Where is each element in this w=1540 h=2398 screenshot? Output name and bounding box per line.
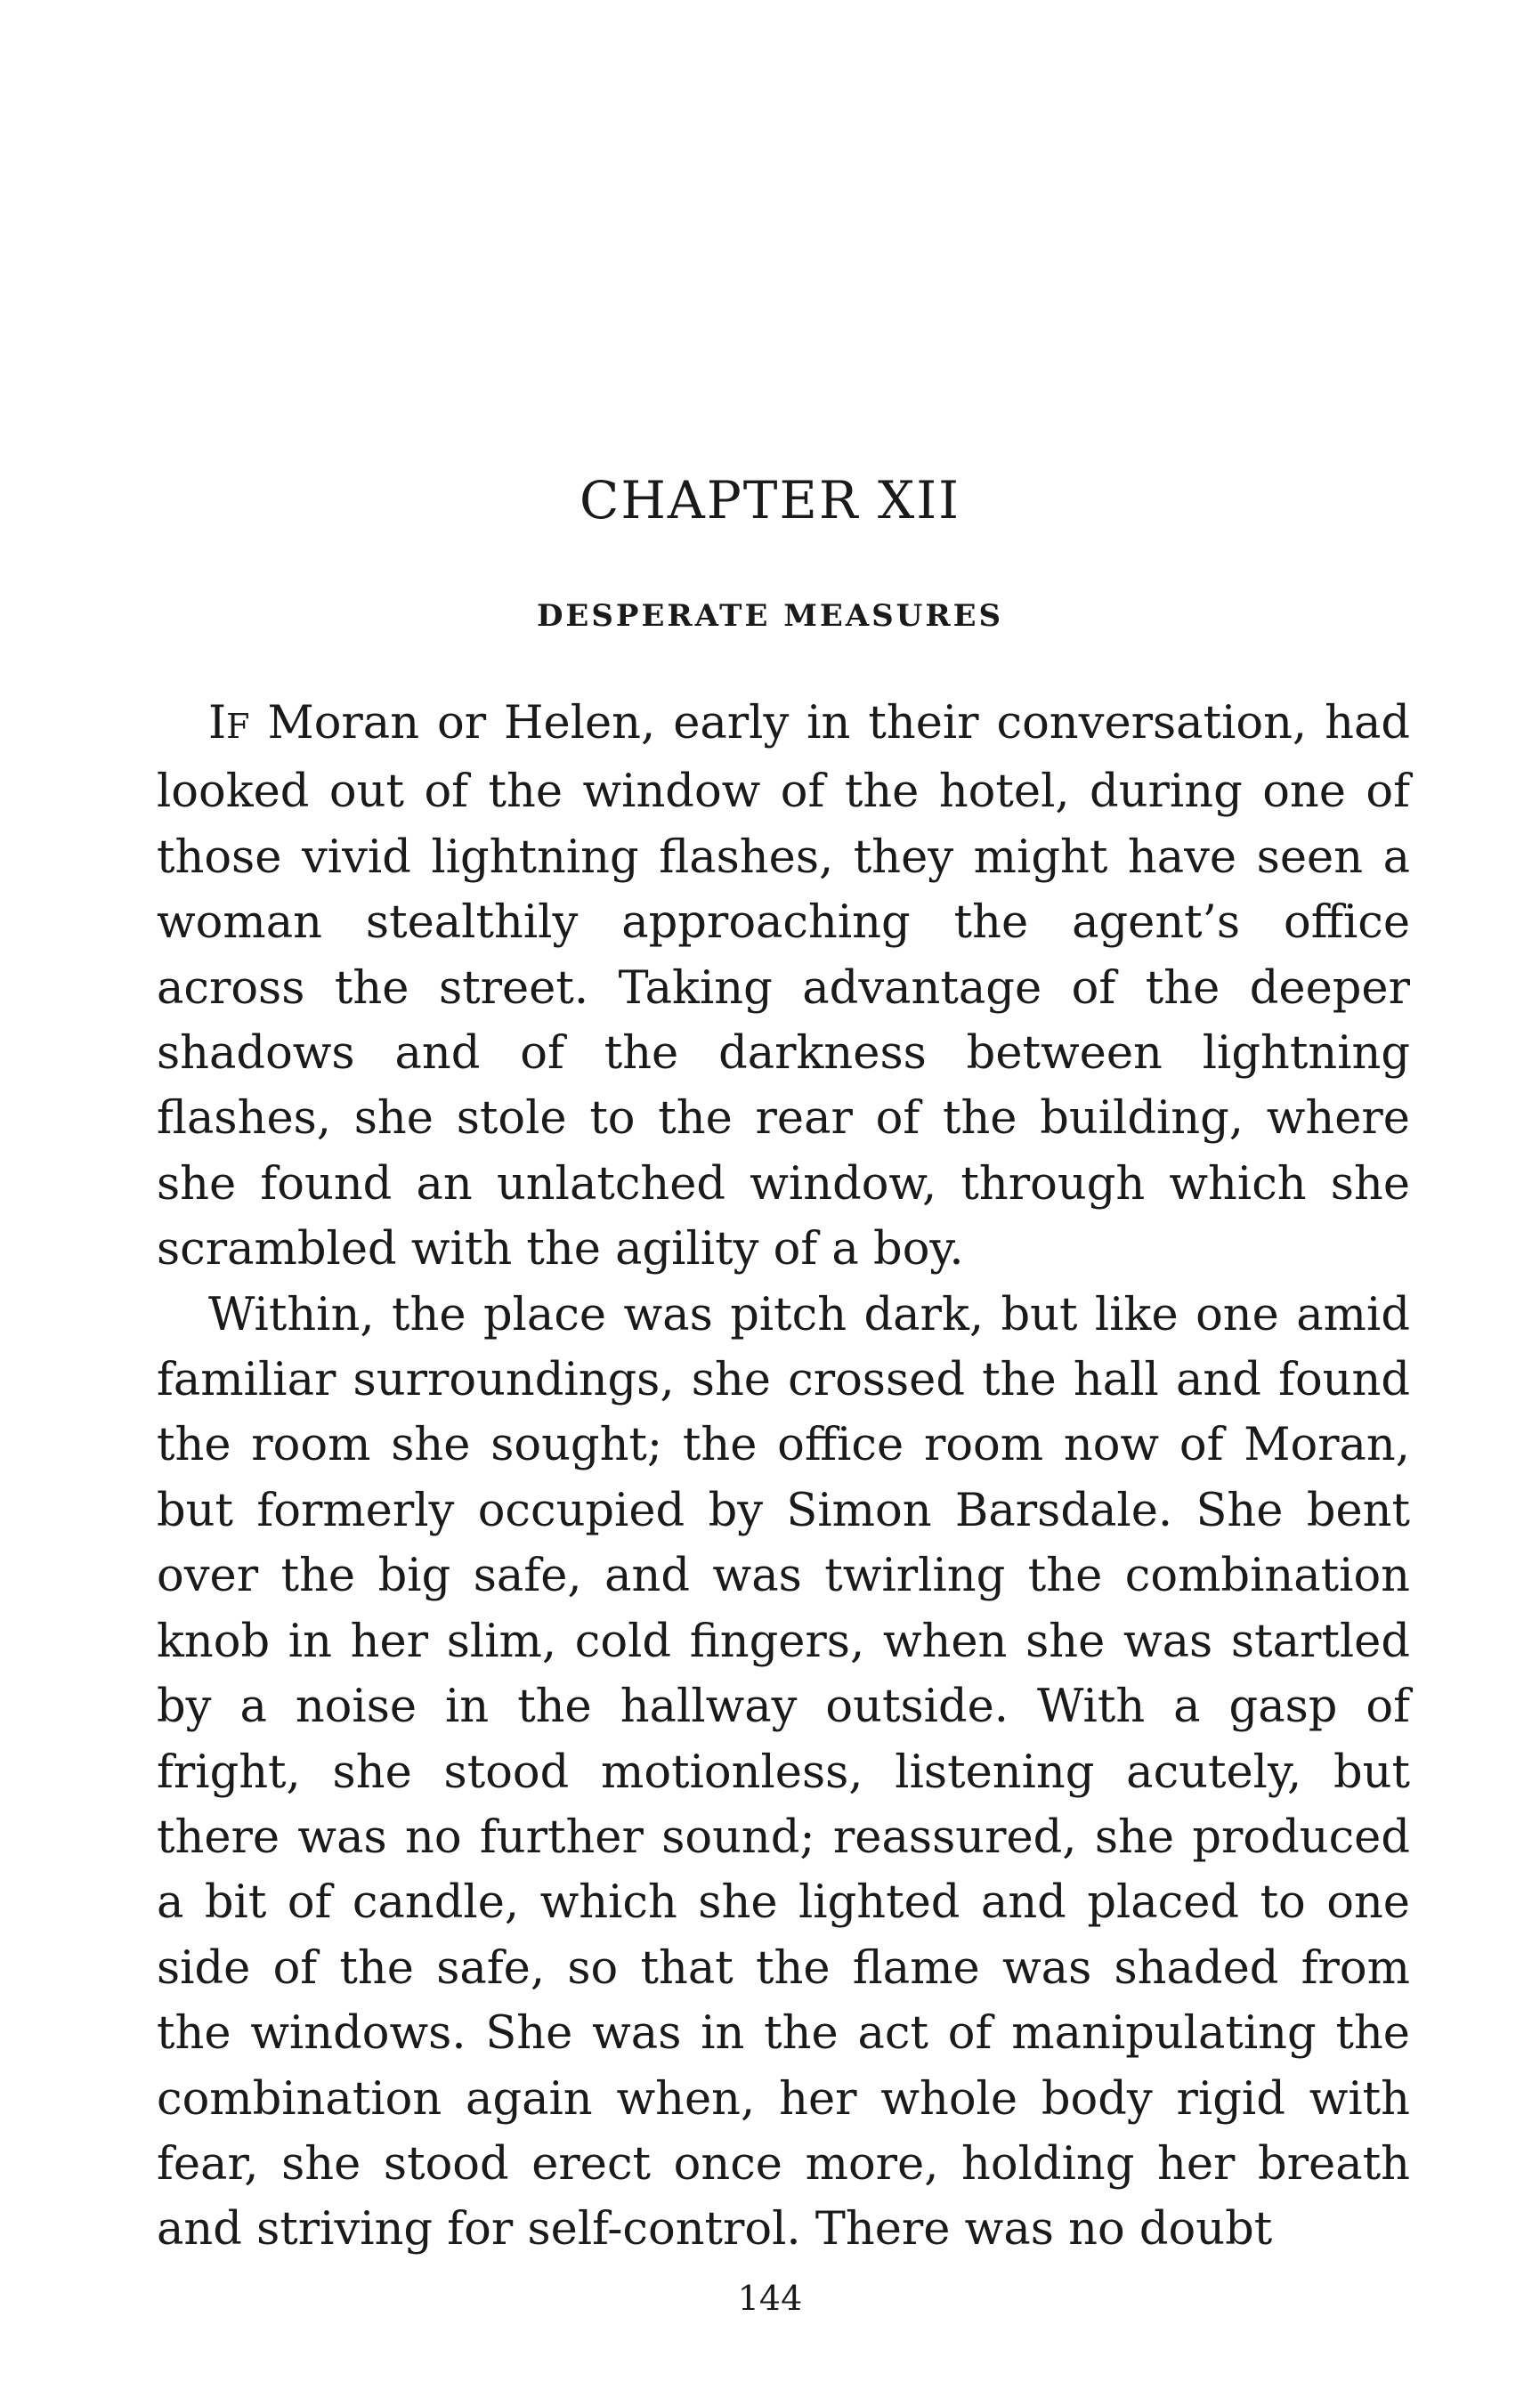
- paragraph-2: Within, the place was pitch dark, but like one amid familiar surroundings, she crossed the hall and found the room she sought; the office room now of Moran, but formerly occupied by Simon Barsdale. She bent over the big safe, and was twirling the combination knob in her slim, cold fingers, when she was startled by a noise in the hallway outside. With a gasp of fright, she stood motionless, listening acutely, but there was no further sound; reassured, she produced a bit of candle, which she lighted and placed to one side of the safe, so that the flame was shaded from the windows. She was in the act of manipulating the combination again when, her whole body rigid with fear, she stood erect once more, holding her breath and striving for self-control. There was no doubt: [157, 1288, 1410, 2256]
- chapter-subtitle: DESPERATE MEASURES: [536, 598, 1004, 634]
- paragraph-1-text: Moran or Helen, early in their conversation, had looked out of the window of the hotel, during one of those vivid lightning flashes, they might have seen a woman stealthily approaching the agent’s office across the street. Taking advantage of the deeper shadows and of the darkness between lightning flashes, she stole to the rear of the building, where she found an unlatched window, through which she scrambled with the agility of a boy.: [157, 697, 1410, 1276]
- body-text: [157, 691, 1410, 2263]
- initial-smallcap: F: [226, 707, 250, 746]
- chapter-title: CHAPTER XII: [579, 470, 961, 531]
- initial-letter: I: [208, 697, 227, 749]
- page-number: 144: [737, 2279, 803, 2318]
- paragraph-1: [157, 691, 1410, 1283]
